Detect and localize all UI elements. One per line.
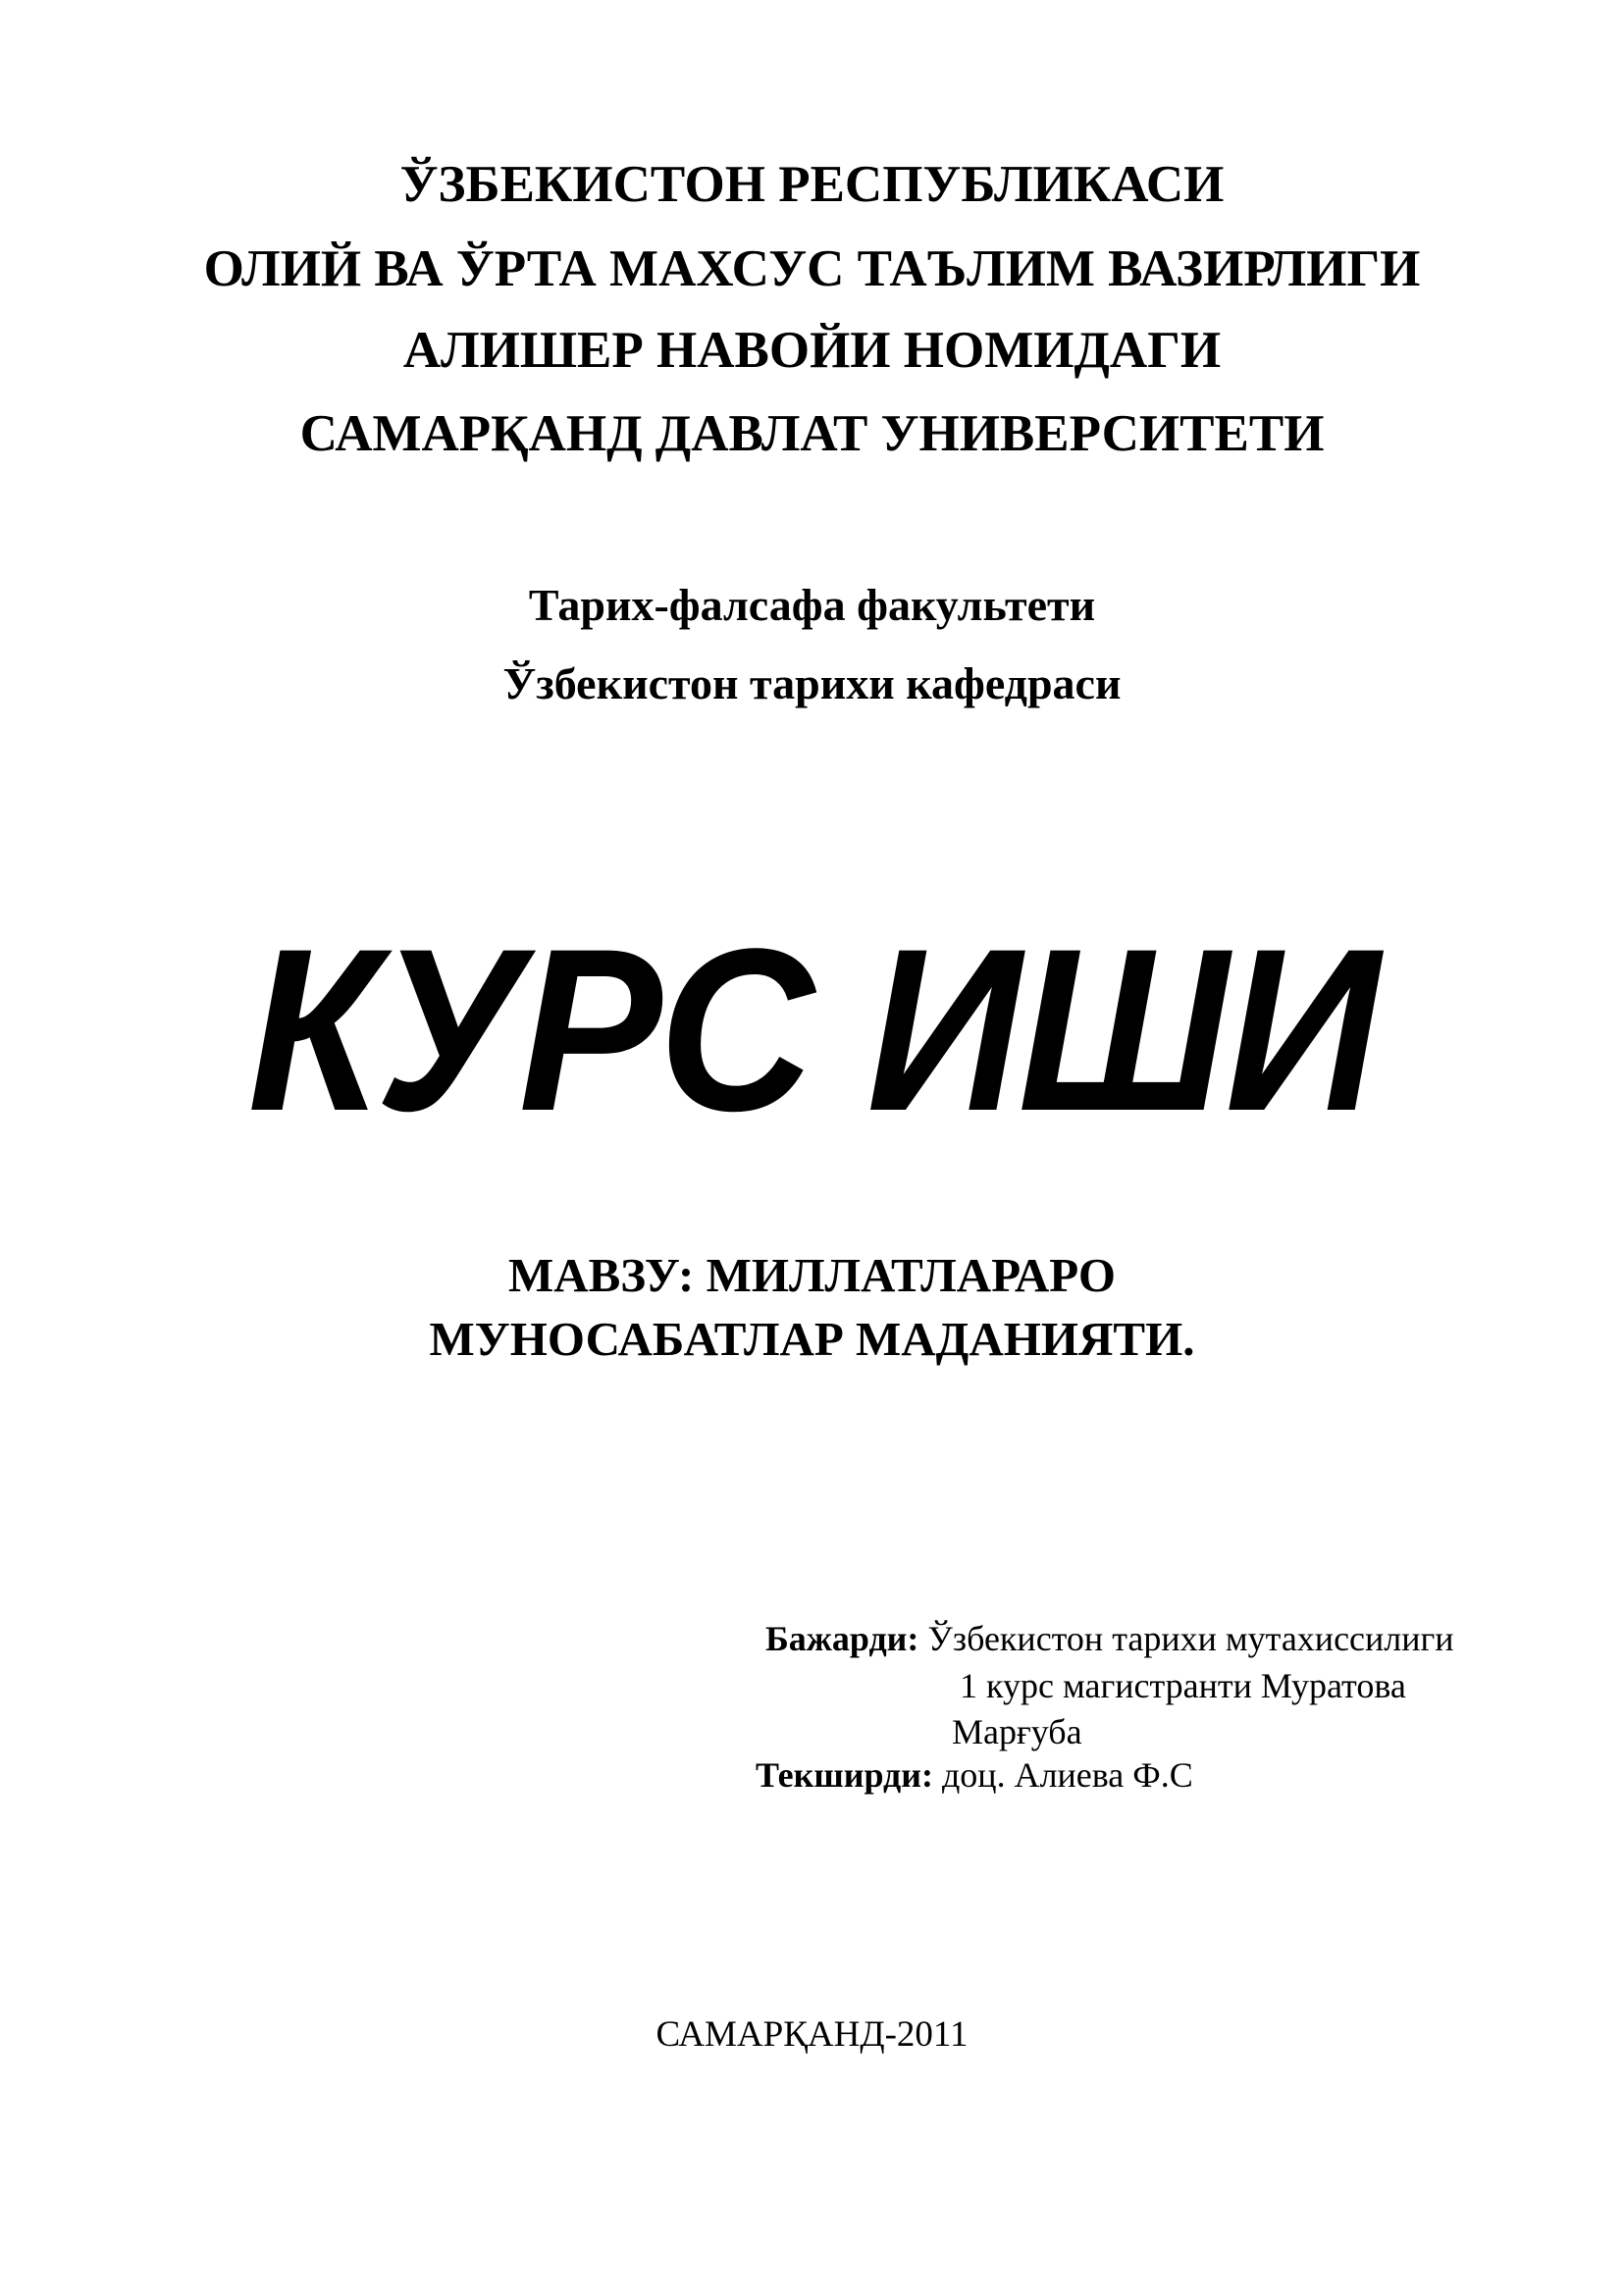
checked-label: Текширди: — [756, 1755, 933, 1795]
city-year: САМАРҚАНД-2011 — [655, 2014, 969, 2055]
checked-value: доц. Алиева Ф.С — [941, 1755, 1193, 1795]
header-line-named-after: АЛИШЕР НАВОЙИ НОМИДАГИ — [402, 322, 1222, 379]
topic-line-2: МУНОСАБАТЛАР МАДАНИЯТИ. — [429, 1312, 1195, 1366]
document-title: КУРС ИШИ — [247, 901, 1377, 1160]
header-line-country: ЎЗБЕКИСТОН РЕСПУБЛИКАСИ — [399, 156, 1225, 213]
performed-label: Бажарди: — [765, 1619, 919, 1658]
department-name: Ўзбекистон тарихи кафедраси — [502, 658, 1122, 708]
topic-line-1: МАВЗУ: МИЛЛАТЛАРАРО — [507, 1248, 1117, 1302]
performed-row — [765, 1617, 1454, 1660]
header-line-ministry: ОЛИЙ ВА ЎРТА МАХСУС ТАЪЛИМ ВАЗИРЛИГИ — [203, 240, 1421, 297]
performed-value-line-2: 1 курс магистранти Муратова — [960, 1666, 1406, 1705]
checked-row — [756, 1753, 1193, 1797]
header-line-university: САМАРҚАНД ДАВЛАТ УНИВЕРСИТЕТИ — [299, 405, 1325, 462]
performed-value-line-1: Ўзбекистон тарихи мутахиссилиги — [927, 1619, 1454, 1658]
performed-value-line-3: Марғуба — [952, 1712, 1082, 1751]
faculty-name: Тарих-фалсафа факультети — [528, 580, 1096, 630]
